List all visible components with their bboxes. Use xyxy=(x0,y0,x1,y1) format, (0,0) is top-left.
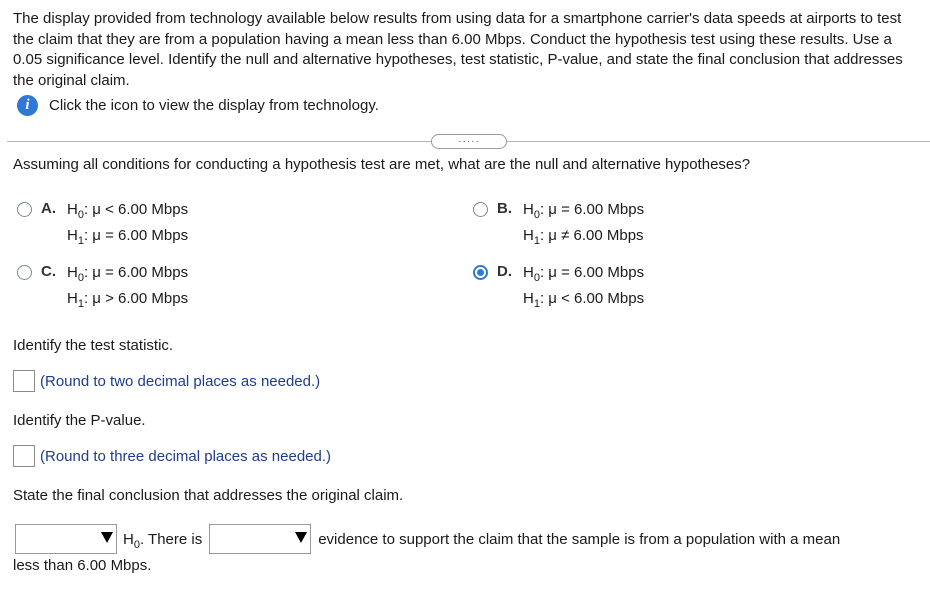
conclusion-text-3: less than 6.00 Mbps. xyxy=(13,557,152,574)
chevron-down-icon[interactable] xyxy=(101,532,113,543)
hypotheses-question: Assuming all conditions for conducting a hypothesis test are met, what are the null and alternative hypotheses? xyxy=(13,156,751,173)
alternative-hypothesis: $H_1$: μ ≠ 6.00 Mbps xyxy=(523,227,644,247)
null-hypothesis-label: $H_0$ xyxy=(123,530,140,551)
null-hypothesis: $H_0$: μ = 6.00 Mbps xyxy=(523,201,645,221)
technology-display-link[interactable] xyxy=(17,94,379,116)
option-c[interactable] xyxy=(17,263,188,315)
info-link-text: Click the icon to view the display from technology. xyxy=(49,96,379,114)
conclusion-sentence xyxy=(15,524,840,554)
option-c-letter: C. xyxy=(41,263,56,280)
null-hypothesis: $H_0$: μ = 6.00 Mbps xyxy=(67,264,189,284)
option-b-radio[interactable] xyxy=(473,202,488,217)
option-d-radio[interactable] xyxy=(473,265,488,280)
option-a-hypotheses xyxy=(67,200,188,252)
expand-button[interactable]: ····· xyxy=(431,134,507,149)
option-a-radio[interactable] xyxy=(17,202,32,217)
reject-decision-dropdown[interactable] xyxy=(15,524,117,554)
conclusion-text-2: evidence to support the claim that the sample is from a population with a mean xyxy=(318,530,841,548)
option-c-radio[interactable] xyxy=(17,265,32,280)
alternative-hypothesis: $H_1$: μ = 6.00 Mbps xyxy=(67,227,189,247)
p-value-input[interactable] xyxy=(13,445,35,467)
p-value-hint: (Round to three decimal places as needed.) xyxy=(40,447,332,465)
test-statistic-input[interactable] xyxy=(13,370,35,392)
chevron-down-icon[interactable] xyxy=(295,532,307,543)
test-statistic-hint: (Round to two decimal places as needed.) xyxy=(40,372,321,390)
conclusion-prompt: State the final conclusion that addresses the original claim. xyxy=(13,487,404,504)
alternative-hypothesis: $H_1$: μ < 6.00 Mbps xyxy=(523,290,645,310)
option-b-hypotheses xyxy=(523,200,644,252)
evidence-dropdown[interactable] xyxy=(209,524,311,554)
test-statistic-row xyxy=(13,370,320,392)
null-hypothesis: $H_0$: μ = 6.00 Mbps xyxy=(523,264,645,284)
option-b-letter: B. xyxy=(497,200,512,217)
info-icon[interactable]: i xyxy=(17,95,38,116)
option-a[interactable] xyxy=(17,200,188,252)
alternative-hypothesis: $H_1$: μ > 6.00 Mbps xyxy=(67,290,189,310)
option-c-hypotheses xyxy=(67,263,188,315)
option-d-letter: D. xyxy=(497,263,512,280)
p-value-prompt: Identify the P-value. xyxy=(13,412,146,429)
conclusion-text-1: . There is xyxy=(139,530,203,548)
option-d[interactable] xyxy=(473,263,644,315)
test-statistic-prompt: Identify the test statistic. xyxy=(13,337,174,354)
p-value-row xyxy=(13,445,331,467)
problem-statement: The display provided from technology available below results from using data for a smartphone carrier's data speeds at airports to test the claim that they are from a population having a mean less than 6.00 Mbps. Conduct the hypothesis test using these results. Use a 0.05 significance level. Identify the null and alternative hypotheses, test statistic, P-value, and state the final conclusion that addresses the original claim. xyxy=(13,10,903,89)
option-d-hypotheses xyxy=(523,263,644,315)
option-a-letter: A. xyxy=(41,200,56,217)
null-hypothesis: $H_0$: μ < 6.00 Mbps xyxy=(67,201,189,221)
option-b[interactable] xyxy=(473,200,644,252)
